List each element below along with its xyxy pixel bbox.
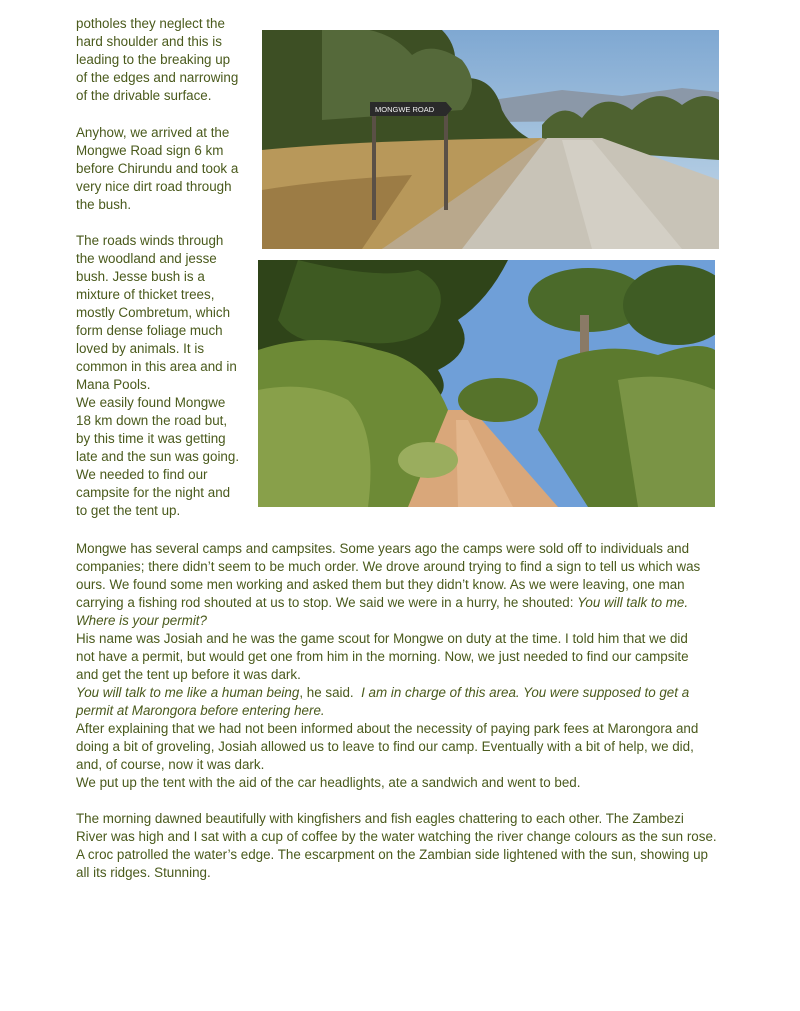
text-line: mixture of thicket trees, [76,287,215,302]
text-line: His name was Josiah and he was the game scout for Mongwe on duty at the time. I told him that we did [76,631,688,646]
text-line: companies; there didn’t seem to be much order. We drove around trying to find a sign to tell us which was [76,559,701,574]
text-line: doing a bit of groveling, Josiah allowed us to leave to find our camp. Eventually with a bit of help, we did, [76,739,694,754]
text-line [76,594,700,612]
text-line: mostly Combretum, which [76,305,231,320]
quote-text: Where is your permit? [76,613,207,628]
text-line: loved by animals. It is [76,341,205,356]
quote-text: You will talk to me like a human being [76,685,300,700]
text-segment: carrying a fishing rod shouted at us to stop. We said we were in a hurry, he shouted: [76,595,578,610]
text-line: the woodland and jesse [76,251,217,266]
text-line [76,684,700,702]
text-line: of the drivable surface. [76,88,212,103]
text-line: We easily found Mongwe [76,395,226,410]
text-line: campsite for the night and [76,485,231,500]
text-line: Mana Pools. [76,377,151,392]
text-line: A croc patrolled the water’s edge. The escarpment on the Zambian side lightened with the sun, showing up [76,847,708,862]
text-line: before Chirundu and took a [76,161,239,176]
text-line: very nice dirt road through [76,179,232,194]
text-line: The roads winds through [76,233,224,248]
text-line: ours. We found some men working and asked them but they didn’t know. As we were leaving, one man [76,577,685,592]
body-paragraph-morning [76,810,717,882]
text-line: the bush. [76,197,132,212]
text-line: potholes they neglect the [76,16,225,31]
quote-text: permit at Marongora before entering here. [76,703,325,718]
text-line: hard shoulder and this is [76,34,222,49]
text-line: We needed to find our [76,467,208,482]
text-line: and, of course, now it was dark. [76,757,265,772]
text-line: and get the tent up before it was dark. [76,667,301,682]
road-sign-photo [262,30,719,249]
text-line [76,702,700,720]
text-line: bush. Jesse bush is a [76,269,205,284]
left-paragraph-1 [76,15,238,105]
text-line: of the edges and narrowing [76,70,239,85]
left-paragraph-3 [76,232,239,520]
text-line: by this time it was getting [76,431,226,446]
text-line: Mongwe has several camps and campsites. Some years ago the camps were sold off to individuals and [76,541,690,556]
left-paragraph-2 [76,124,238,214]
sign-text: MONGWE ROAD [375,105,435,114]
text-line: River was high and I sat with a cup of coffee by the water watching the river change colours as the sun rose. [76,829,717,844]
text-line: common in this area and in [76,359,237,374]
quote-text: You will talk to me. [577,595,689,610]
text-line: to get the tent up. [76,503,181,518]
text-segment: , he said. [299,685,362,700]
text-line: late and the sun was going. [76,449,240,464]
text-line: Mongwe Road sign 6 km [76,143,224,158]
dirt-track-photo [258,260,715,507]
text-line: all its ridges. Stunning. [76,865,211,880]
text-line: 18 km down the road but, [76,413,228,428]
text-line [76,612,700,630]
quote-text: I am in charge of this area. You were supposed to get a [361,685,690,700]
body-paragraph-mongwe [76,540,700,792]
text-line: leading to the breaking up [76,52,231,67]
text-line: We put up the tent with the aid of the car headlights, ate a sandwich and went to bed. [76,775,581,790]
text-line: not have a permit, but would get one from him in the morning. Now, we just needed to find our campsite [76,649,689,664]
text-line: form dense foliage much [76,323,223,338]
text-line: The morning dawned beautifully with kingfishers and fish eagles chattering to each other. The Zambezi [76,811,684,826]
text-line: Anyhow, we arrived at the [76,125,230,140]
text-line: After explaining that we had not been informed about the necessity of paying park fees at Marongora and [76,721,699,736]
